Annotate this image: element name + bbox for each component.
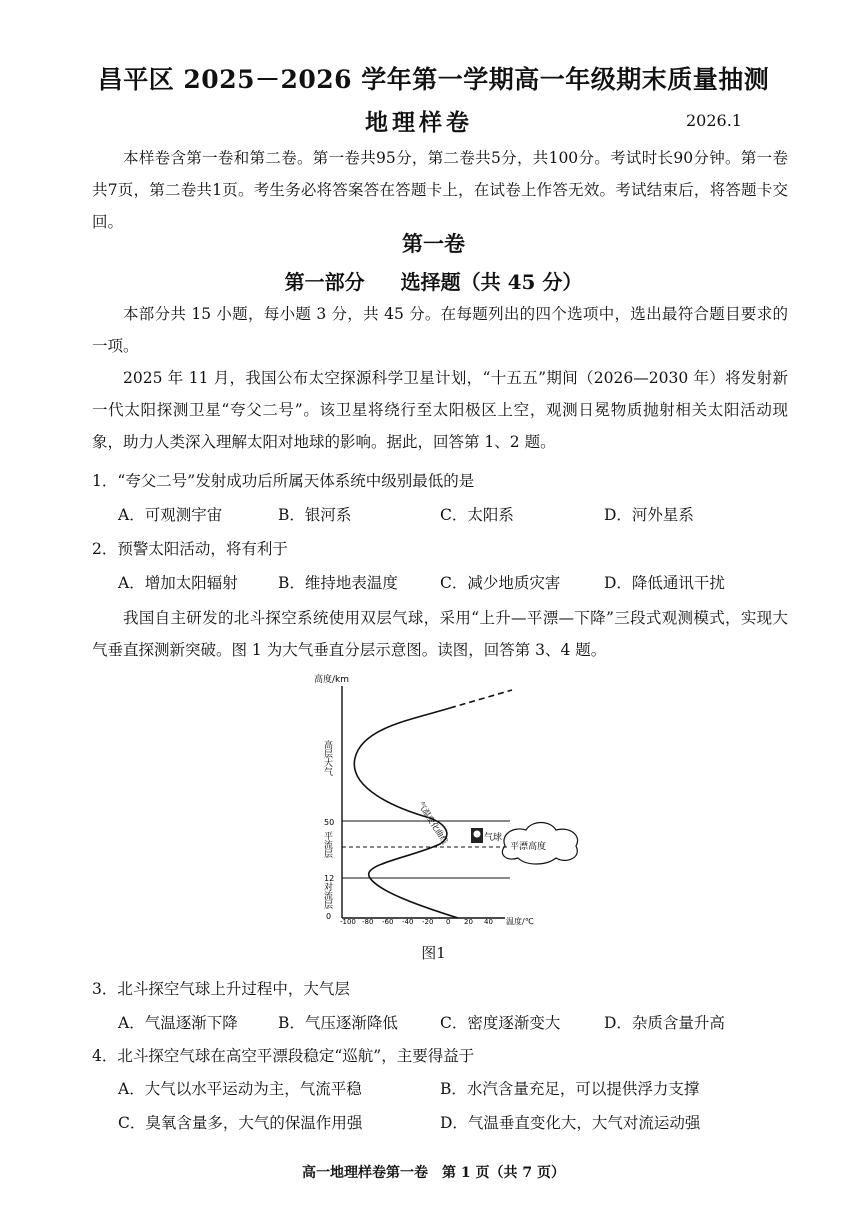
- q3-option-a: A．气温逐渐下降: [118, 1014, 238, 1032]
- y-tick-0: 0: [326, 912, 332, 921]
- x-tick: -80: [362, 918, 374, 926]
- part-heading: [0, 266, 867, 295]
- x-tick: -20: [422, 918, 434, 926]
- question-4-stem: 4．北斗探空气球在高空平漂段稳定“巡航”，主要得益于: [92, 1047, 475, 1065]
- atmosphere-diagram: [300, 668, 590, 930]
- intro-paragraph: 本样卷含第一卷和第二卷。第一卷共95分，第二卷共5分，共100分。考试时长90分钟。第一卷共7页，第二卷共1页。考生务必将答案答在答题卡上，在试卷上作答无效。考试结束后，将答题卡交回。: [92, 149, 788, 231]
- q1-option-a: A．可观测宇宙: [118, 506, 223, 524]
- exam-title: 昌平区 2025－2026 学年第一学期高一年级期末质量抽测: [97, 65, 770, 94]
- balloon-icon-dot: [474, 831, 481, 838]
- q4-option-d: D．气温垂直变化大，大气对流运动强: [440, 1114, 701, 1132]
- x-tick: 0: [446, 918, 451, 926]
- question-2-stem: 2．预警太阳活动，将有利于: [92, 540, 288, 558]
- q2-option-b: B．维持地表温度: [278, 574, 398, 592]
- part-label: 第一部分: [284, 270, 365, 294]
- q2-option-c: C．减少地质灾害: [440, 574, 561, 592]
- q1-option-b: B．银河系: [278, 506, 352, 524]
- q3-option-d: D．杂质含量升高: [604, 1014, 725, 1032]
- q4-option-a: A．大气以水平运动为主，气流平稳: [118, 1080, 362, 1098]
- y-axis-label: 高度/km: [314, 675, 350, 685]
- q2-option-a: A．增加太阳辐射: [118, 574, 238, 592]
- exam-subtitle: 地理样卷: [365, 109, 473, 136]
- q1-option-d: D．河外星系: [604, 506, 694, 524]
- q4-option-c: C．臭氧含量多，大气的保温作用强: [118, 1114, 363, 1132]
- x-axis-label: 温度/℃: [506, 917, 534, 926]
- q3-option-c: C．密度逐渐变大: [440, 1014, 561, 1032]
- curve-label: 气温变化曲线: [416, 800, 450, 846]
- x-tick: 20: [464, 918, 473, 926]
- x-tick: -40: [402, 918, 414, 926]
- page-footer: 高一地理样卷第一卷 第 1 页（共 7 页）: [302, 1165, 565, 1181]
- layer-stratosphere-label: 平流层: [322, 831, 332, 858]
- passage-1: 2025 年 11 月，我国公布太空探源科学卫星计划，“十五五”期间（2026—2030 年）将发射新一代太阳探测卫星“夸父二号”。该卫星将绕行至太阳极区上空，观测日冕物质抛射相关太阳活动现象，助力人类深入理解太阳对地球的影响。据此，回答第 1、2 题。: [92, 369, 788, 451]
- y-tick-12: 12: [324, 874, 335, 883]
- q1-option-c: C．太阳系: [440, 506, 514, 524]
- question-3-stem: 3．北斗探空气球上升过程中，大气层: [92, 980, 350, 998]
- x-tick: -100: [340, 918, 356, 926]
- figure-caption: 图1: [421, 944, 446, 962]
- temperature-curve-dashed: [450, 690, 512, 708]
- q4-option-b: B．水汽含量充足，可以提供浮力支撑: [440, 1080, 700, 1098]
- temperature-curve: [354, 708, 458, 918]
- exam-date: 2026.1: [686, 111, 742, 130]
- x-tick: 40: [484, 918, 493, 926]
- part-title: 选择题（共 45 分）: [400, 270, 583, 294]
- y-tick-50: 50: [324, 818, 335, 827]
- passage-2: 我国自主研发的北斗探空系统使用双层气球，采用“上升—平漂—下降”三段式观测模式，实现大气垂直探测新突破。图 1 为大气垂直分层示意图。读图，回答第 3、4 题。: [92, 609, 788, 659]
- question-1-stem: 1．“夸父二号”发射成功后所属天体系统中级别最低的是: [92, 472, 475, 490]
- x-tick-labels: [340, 918, 493, 926]
- atmosphere-layer-figure: [300, 668, 590, 930]
- q3-option-b: B．气压逐渐降低: [278, 1014, 398, 1032]
- cloud-label: 平漂高度: [510, 842, 547, 852]
- x-tick: -60: [382, 918, 394, 926]
- layer-upper-label: 高层大气: [322, 740, 332, 776]
- layer-troposphere-label: 对流层: [322, 882, 332, 909]
- instructions-paragraph: 本部分共 15 小题，每小题 3 分，共 45 分。在每题列出的四个选项中，选出最符合题目要求的一项。: [92, 305, 788, 355]
- balloon-label: 气球: [484, 833, 503, 843]
- q2-option-d: D．降低通讯干扰: [604, 574, 725, 592]
- volume-heading: 第一卷: [402, 231, 465, 256]
